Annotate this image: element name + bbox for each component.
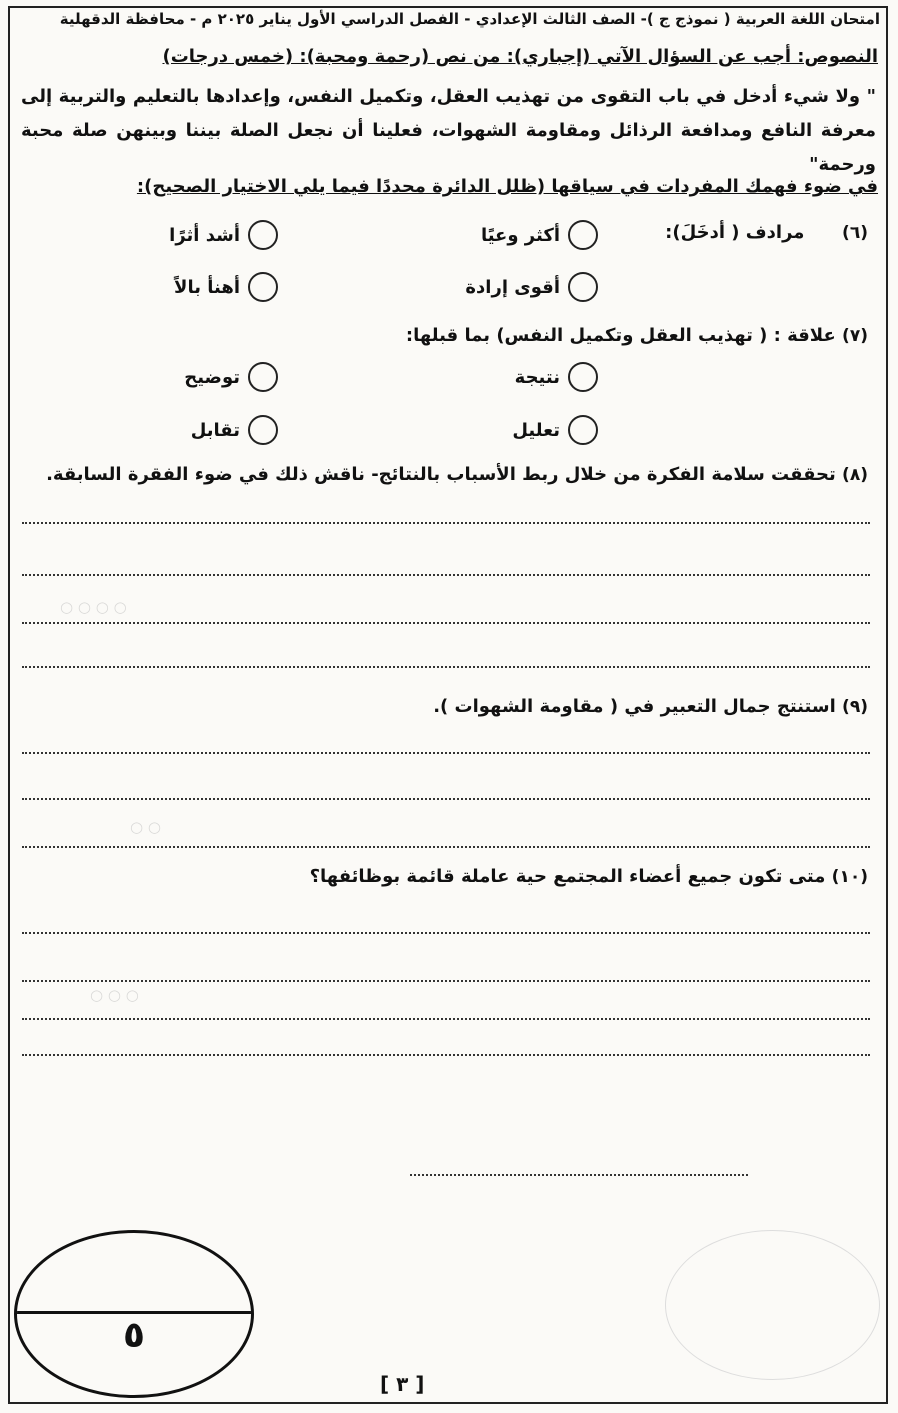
section-title: النصوص: أجب عن السؤال الآتي (إجباري): من نص (رحمة ومحبة): (خمس درجات) [162, 46, 878, 67]
question-8-label [46, 464, 868, 485]
question-8-text: تحققت سلامة الفكرة من خلال ربط الأسباب بالنتائج- ناقش ذلك في ضوء الفقرة السابقة. [46, 464, 836, 485]
bleed-through-text: ○ ○ ○ [90, 986, 139, 1004]
q7-option-2[interactable] [184, 362, 278, 392]
answer-circle[interactable] [568, 220, 598, 250]
answer-line[interactable] [22, 980, 870, 982]
option-label: تقابل [190, 419, 240, 441]
option-label: توضيح [184, 366, 240, 388]
answer-line[interactable] [410, 1174, 748, 1176]
q7-option-4[interactable] [191, 415, 278, 445]
q7-option-1[interactable] [515, 362, 598, 392]
question-6-number: (٦) [842, 223, 868, 243]
question-10-number: (١٠) [831, 867, 868, 887]
answer-circle[interactable] [248, 220, 278, 250]
question-7-label [406, 325, 868, 346]
grade-box [14, 1230, 254, 1398]
answer-circle[interactable] [248, 415, 278, 445]
option-label: أهنأ بالاً [174, 276, 240, 298]
option-label: أشد أثرًا [169, 224, 240, 246]
answer-line[interactable] [22, 1018, 870, 1020]
answer-circle[interactable] [568, 272, 598, 302]
question-9-number: (٩) [842, 697, 868, 717]
q6-option-4[interactable] [174, 272, 278, 302]
option-label: أكثر وعيًا [480, 224, 560, 246]
answer-line[interactable] [22, 622, 870, 624]
page-number: [ ٣ ] [380, 1372, 425, 1396]
question-8-number: (٨) [842, 465, 868, 485]
bleed-through-text: ○ ○ ○ ○ [60, 598, 127, 616]
question-9-label [433, 696, 868, 717]
question-7-number: (٧) [842, 326, 868, 346]
instruction: في ضوء فهمك المفردات في سياقها (ظلل الدائرة محددًا فيما يلي الاختيار الصحيح): [136, 176, 878, 197]
answer-line[interactable] [22, 574, 870, 576]
question-6-text: مرادف ( أدخَلَ): [665, 222, 805, 243]
q6-option-1[interactable] [481, 220, 598, 250]
question-10-text: متى تكون جميع أعضاء المجتمع حية عاملة قائمة بوظائفها؟ [309, 866, 826, 887]
grade-divider [17, 1311, 251, 1314]
answer-line[interactable] [22, 522, 870, 524]
question-9-text: استنتج جمال التعبير في ( مقاومة الشهوات ). [433, 696, 836, 717]
passage-text: " ولا شيء أدخل في باب التقوى من تهذيب العقل، وتكميل النفس، وإعدادها بالتعليم والتربية إلى معرفة النافع ومدافعة الرذائل ومقاومة الشهوات، فعلينا أن نجعل الصلة بيننا وبينهن صلة محبة ورحمة" [21, 86, 876, 175]
q6-option-3[interactable] [465, 272, 598, 302]
answer-circle[interactable] [248, 362, 278, 392]
grade-score: ٥ [123, 1315, 145, 1356]
answer-line[interactable] [22, 1054, 870, 1056]
q7-option-3[interactable] [512, 415, 598, 445]
answer-line[interactable] [22, 932, 870, 934]
q6-option-2[interactable] [169, 220, 278, 250]
exam-header: امتحان اللغة العربية ( نموذج ج )- الصف الثالث الإعدادي - الفصل الدراسي الأول يناير ٢٠٢٥ م - محافظة الدقهلية [59, 10, 880, 28]
answer-circle[interactable] [568, 362, 598, 392]
answer-line[interactable] [22, 666, 870, 668]
answer-circle[interactable] [248, 272, 278, 302]
question-6-label [665, 222, 868, 243]
option-label: أقوى إرادة [465, 276, 560, 298]
answer-line[interactable] [22, 846, 870, 848]
question-10-label [310, 866, 868, 887]
option-label: نتيجة [514, 366, 560, 388]
question-7-text: علاقة : ( تهذيب العقل وتكميل النفس) بما قبلها: [405, 325, 836, 346]
answer-circle[interactable] [568, 415, 598, 445]
answer-line[interactable] [22, 798, 870, 800]
bleed-through-text: ○ ○ [130, 818, 161, 836]
faint-stamp [665, 1230, 880, 1380]
option-label: تعليل [512, 419, 560, 441]
answer-line[interactable] [22, 752, 870, 754]
